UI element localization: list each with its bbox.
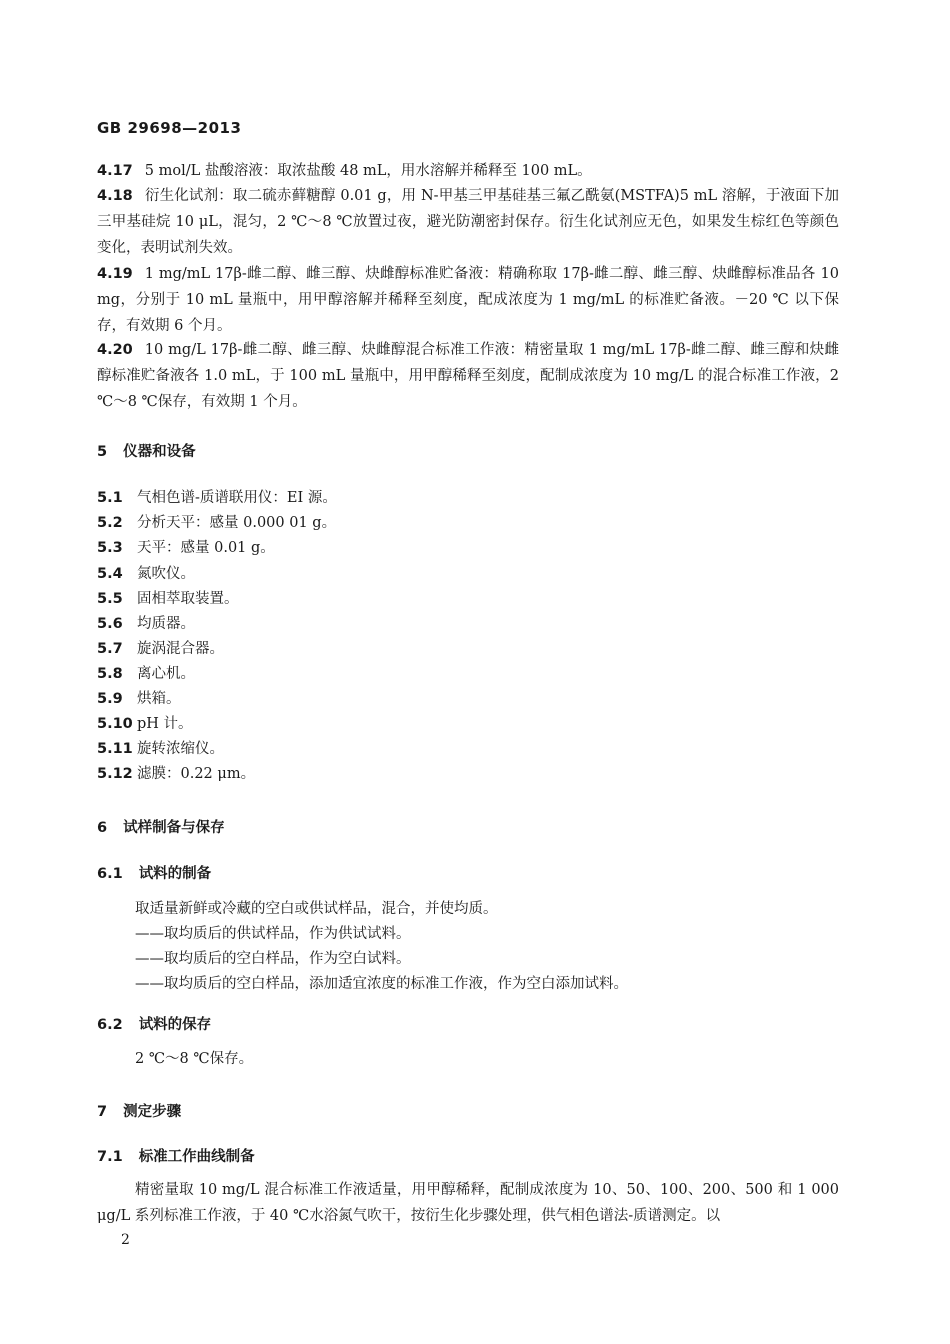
item-text: 气相色谱-质谱联用仪：EI 源。 <box>137 490 337 506</box>
clause-number: 4.17 <box>97 163 133 179</box>
item-number: 5.10 <box>97 716 133 732</box>
document-code: GB 29698—2013 <box>97 119 242 137</box>
item-number: 5.3 <box>97 540 123 556</box>
clause-text: 5 mol/L 盐酸溶液：取浓盐酸 48 mL，用水溶解并稀释至 100 mL。 <box>144 163 592 179</box>
dash-list-item: ——取均质后的供试样品，作为供试试料。 <box>135 926 411 942</box>
item-number: 5.4 <box>97 566 123 582</box>
item-text: 氮吹仪。 <box>137 566 195 582</box>
equipment-item <box>97 513 336 533</box>
section-number: 5 <box>97 444 108 460</box>
section-heading-7 <box>97 1100 181 1121</box>
item-text: 均质器。 <box>137 616 195 632</box>
clause-text: 衍生化试剂：取二硫赤藓糖醇 0.01 g，用 N-甲基三甲基硅基三氟乙酰氨(MSTFA)5 mL 溶解，于液面下加三甲基硅烷 10 μL，混匀，2 ℃～8 ℃放置过夜，避光防潮密封保存。衍生化试剂应无色，如果发生棕红色等颜色变化，表明试剂失效。 <box>97 188 839 256</box>
item-number: 5.8 <box>97 666 123 682</box>
item-text: 固相萃取装置。 <box>137 591 239 607</box>
equipment-item <box>97 664 195 684</box>
clause-4-20 <box>97 337 839 415</box>
item-text: 滤膜：0.22 μm。 <box>137 766 256 782</box>
equipment-item <box>97 689 181 709</box>
clause-number: 4.20 <box>97 342 133 358</box>
clause-text: 10 mg/L 17β-雌二醇、雌三醇、炔雌醇混合标准工作液：精密量取 1 mg/mL 17β-雌二醇、雌三醇和炔雌醇标准贮备液各 1.0 mL，于 100 mL 量瓶中，用甲醇稀释至刻度，配制成浓度为 10 mg/L 的混合标准工作液，2 ℃～8 ℃保存，有效期 1 个月。 <box>97 342 839 410</box>
clause-4-17 <box>97 158 839 184</box>
page-number: 2 <box>121 1232 130 1248</box>
section-heading-6 <box>97 816 225 837</box>
item-number: 5.11 <box>97 741 133 757</box>
preparation-intro: 取适量新鲜或冷藏的空白或供试样品，混合，并使均质。 <box>135 901 498 917</box>
item-text: 烘箱。 <box>137 691 181 707</box>
item-number: 5.9 <box>97 691 123 707</box>
section-number: 7 <box>97 1104 108 1120</box>
equipment-item <box>97 538 275 558</box>
subsection-title: 试料的制备 <box>138 866 212 882</box>
item-text: 旋涡混合器。 <box>137 641 224 657</box>
clause-text: 1 mg/mL 17β-雌二醇、雌三醇、炔雌醇标准贮备液：精确称取 17β-雌二醇、雌三醇、炔雌醇标准品各 10 mg，分别于 10 mL 量瓶中，用甲醇溶解并稀释至刻度，配成浓度为 1 mg/mL 的标准贮备液。－20 ℃ 以下保存，有效期 6 个月。 <box>97 266 839 334</box>
section-title: 仪器和设备 <box>123 444 196 460</box>
item-number: 5.6 <box>97 616 123 632</box>
equipment-item <box>97 739 224 759</box>
clause-number: 4.19 <box>97 266 133 282</box>
section-number: 6 <box>97 820 108 836</box>
subsection-title: 试料的保存 <box>138 1017 212 1033</box>
item-number: 5.1 <box>97 490 123 506</box>
equipment-item <box>97 714 193 734</box>
clause-4-19 <box>97 261 839 339</box>
item-text: 分析天平：感量 0.000 01 g。 <box>137 515 337 531</box>
dash-list-item: ——取均质后的空白样品，添加适宜浓度的标准工作液，作为空白添加试料。 <box>135 976 628 992</box>
item-number: 5.7 <box>97 641 123 657</box>
item-number: 5.12 <box>97 766 133 782</box>
dash-list-item: ——取均质后的空白样品，作为空白试料。 <box>135 951 411 967</box>
clause-4-18 <box>97 183 839 261</box>
equipment-item <box>97 639 224 659</box>
item-number: 5.5 <box>97 591 123 607</box>
subsection-heading-6-1 <box>97 862 211 883</box>
subsection-number: 6.2 <box>97 1017 123 1033</box>
equipment-item <box>97 589 239 609</box>
subsection-heading-7-1 <box>97 1145 255 1166</box>
calibration-text: 精密量取 10 mg/L 混合标准工作液适量，用甲醇稀释，配制成浓度为 10、50、100、200、500 和 1 000 μg/L 系列标准工作液，于 40 ℃水浴氮气吹干，按衍生化步骤处理，供气相色谱法-质谱测定。以 <box>97 1182 839 1224</box>
clause-number: 4.18 <box>97 188 133 204</box>
item-text: 天平：感量 0.01 g。 <box>137 540 275 556</box>
section-title: 试样制备与保存 <box>123 820 225 836</box>
section-title: 测定步骤 <box>123 1104 182 1120</box>
equipment-item <box>97 488 337 508</box>
subsection-title: 标准工作曲线制备 <box>138 1149 255 1165</box>
item-number: 5.2 <box>97 515 123 531</box>
equipment-item <box>97 564 195 584</box>
equipment-item <box>97 764 255 784</box>
item-text: pH 计。 <box>137 716 193 732</box>
item-text: 离心机。 <box>137 666 195 682</box>
storage-text: 2 ℃～8 ℃保存。 <box>135 1051 254 1067</box>
subsection-number: 7.1 <box>97 1149 123 1165</box>
subsection-number: 6.1 <box>97 866 123 882</box>
equipment-item <box>97 614 195 634</box>
item-text: 旋转浓缩仪。 <box>137 741 224 757</box>
section-heading-5 <box>97 440 196 461</box>
subsection-heading-6-2 <box>97 1013 211 1034</box>
